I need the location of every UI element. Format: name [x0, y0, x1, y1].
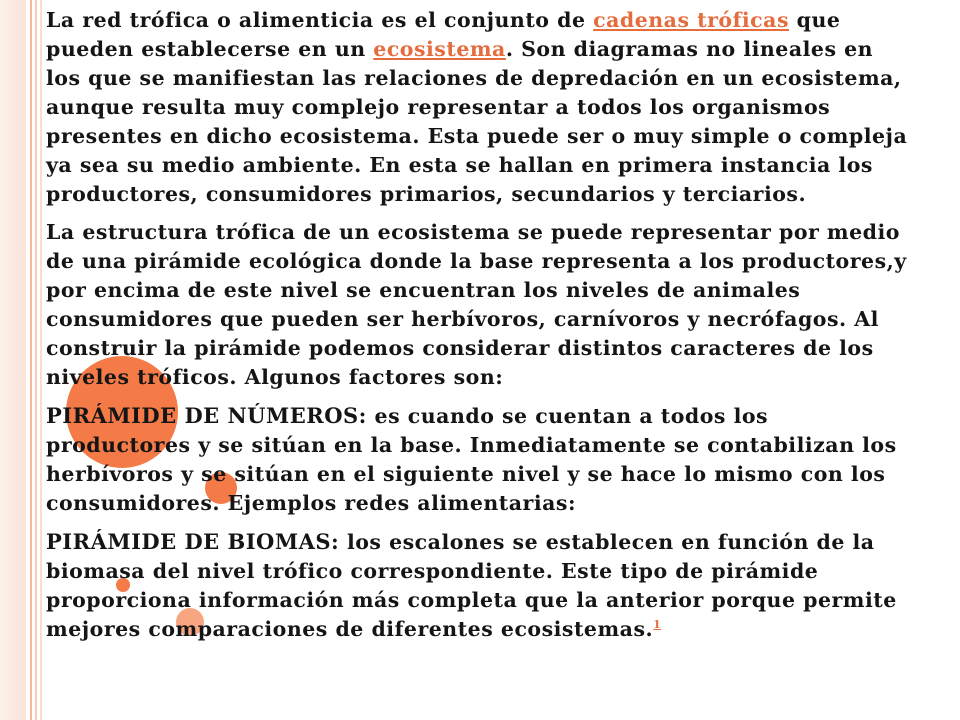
decorative-line: [40, 0, 42, 720]
slide-body: [46, 6, 914, 653]
decorative-line: [35, 0, 37, 720]
paragraph-text: La red trófica o alimenticia es el conjunto de: [46, 8, 594, 32]
paragraph-text: que pueden establecerse en un: [46, 8, 841, 61]
decorative-side-band: [0, 0, 26, 720]
paragraph-biomass-pyramid: [46, 527, 914, 644]
link-ecosistema[interactable]: ecosistema: [373, 37, 506, 61]
paragraph-text: . Son diagramas no lineales en los que se manifiestan las relaciones de depredación en un ecosistema, aunque resulta muy complejo representar a todos los organismos presentes en dicho ecosistema. Esta puede ser o muy simple o compleja ya sea su medio ambiente. En esta se hallan en primera instancia los productores, consumidores primarios, secundarios y terciarios.: [46, 37, 908, 206]
term-heading: PIRÁMIDE DE NÚMEROS:: [46, 403, 367, 428]
link-cadenas-troficas[interactable]: cadenas tróficas: [593, 8, 789, 32]
footnote-link[interactable]: 1: [653, 618, 662, 632]
paragraph-text: es cuando se cuentan a todos los productores y se sitúan en la base. Inmediatamente se contabilizan los herbívoros y se sitúan en el siguiente nivel y se hace lo mismo con los consumidores. Ejemplos redes alimentarias:: [46, 404, 897, 515]
paragraph-numbers-pyramid: [46, 401, 914, 518]
paragraph-food-web: [46, 6, 914, 209]
paragraph-text: La estructura trófica de un ecosistema se puede representar por medio de una pirámide ecológica donde la base representa a los productores,y por encima de este nivel se encuentran los niveles de animales consumidores que pueden ser herbívoros, carnívoros y necrófagos. Al construir la pirámide podemos considerar distintos caracteres de los niveles tróficos. Algunos factores son:: [46, 220, 907, 389]
term-heading: PIRÁMIDE DE BIOMAS:: [46, 529, 340, 554]
paragraph-trophic-structure: [46, 218, 914, 392]
decorative-line: [30, 0, 32, 720]
paragraph-text: los escalones se establecen en función de la biomasa del nivel trófico correspondiente. Este tipo de pirámide proporciona información más completa que la anterior porque permite mejores comparaciones de diferentes ecosistemas.: [46, 530, 897, 641]
